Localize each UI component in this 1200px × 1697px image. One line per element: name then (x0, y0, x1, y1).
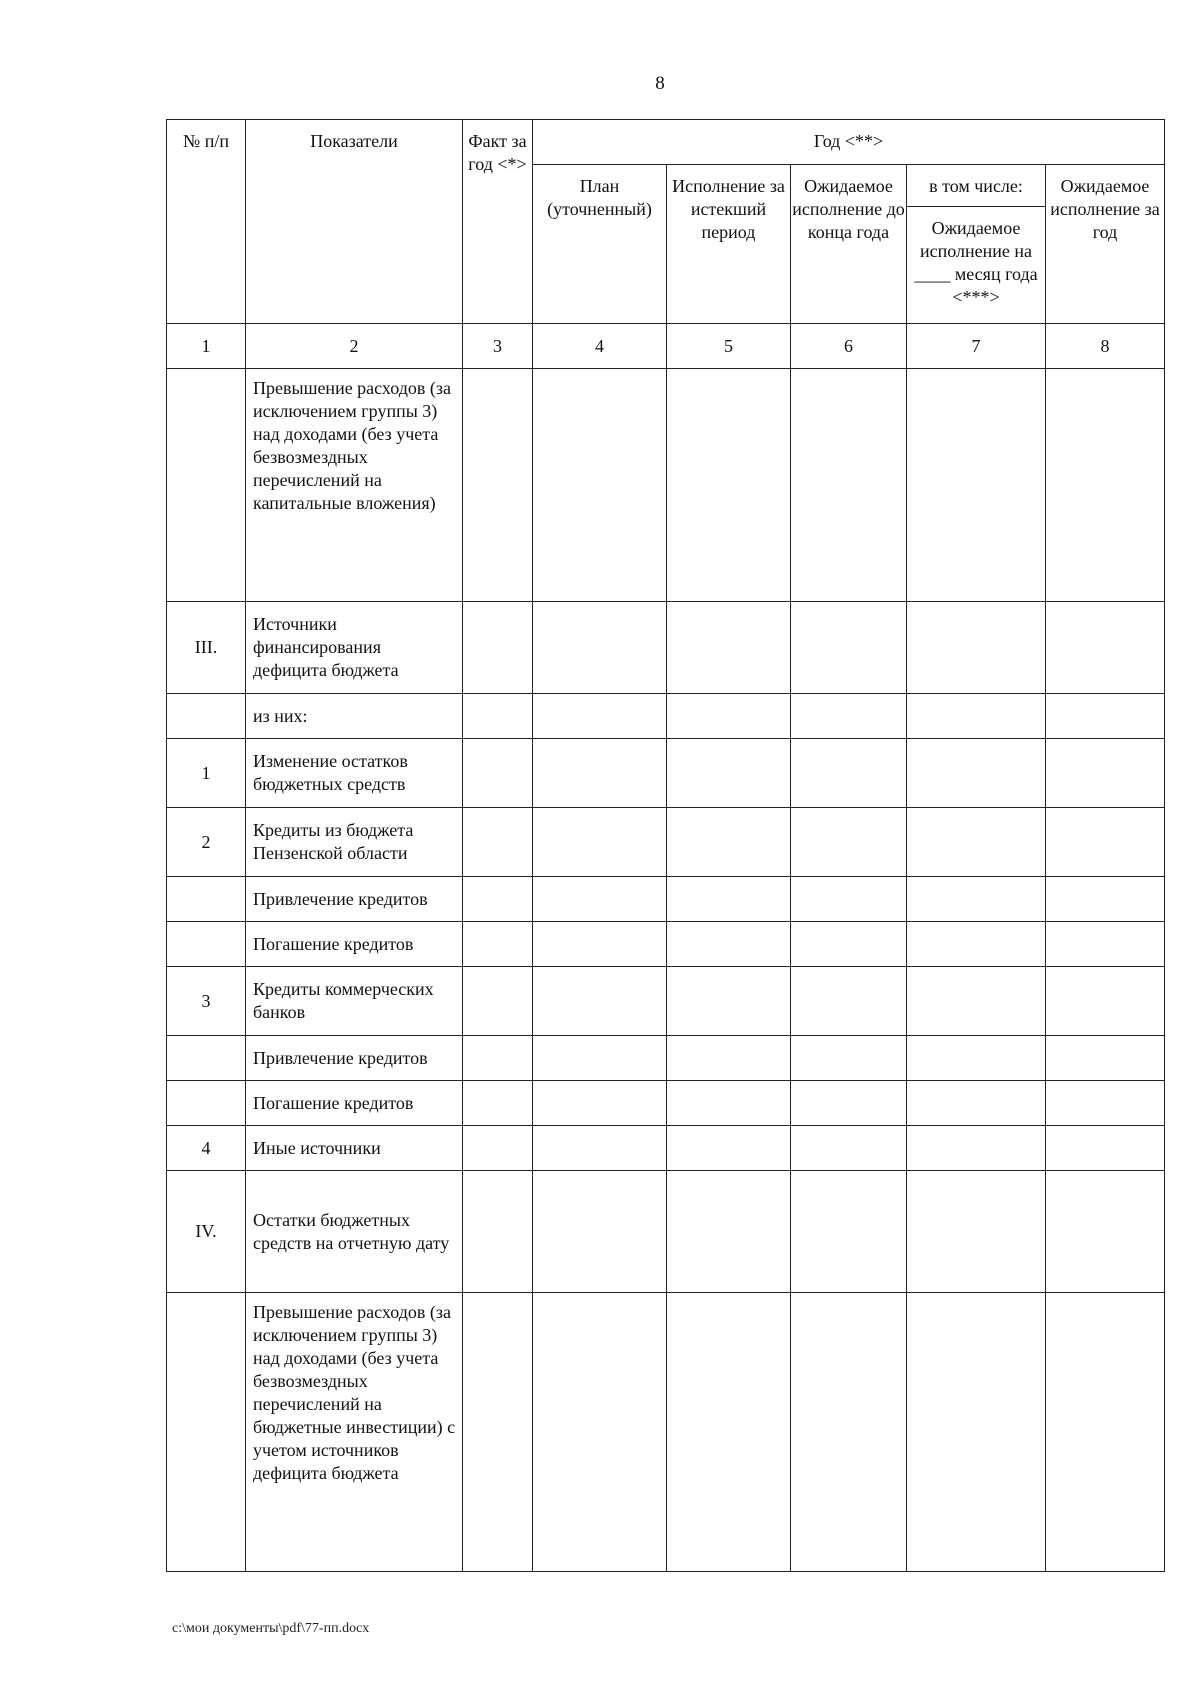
row-label: Остатки бюджетных средств на отчетную дату (246, 1171, 463, 1293)
expected-month-cell (907, 1126, 1046, 1171)
expected-year-cell (1046, 1126, 1165, 1171)
expected-year-cell (1046, 1081, 1165, 1126)
column-numbers-row (167, 324, 1165, 369)
row-number (167, 369, 246, 602)
execution-cell (667, 602, 791, 694)
page-number: 8 (655, 73, 665, 94)
expected-year-cell (1046, 877, 1165, 922)
fact-cell (463, 694, 533, 739)
expected-year-cell (1046, 1036, 1165, 1081)
table-row (167, 1171, 1165, 1293)
column-number: 3 (463, 324, 533, 369)
column-number: 1 (167, 324, 246, 369)
plan-cell (533, 694, 667, 739)
execution-cell (667, 877, 791, 922)
expected-end-cell (791, 1036, 907, 1081)
plan-cell (533, 739, 667, 808)
table-row (167, 877, 1165, 922)
report-table (166, 119, 1165, 1572)
row-number: 1 (167, 739, 246, 808)
expected-month-cell (907, 808, 1046, 877)
row-number: IV. (167, 1171, 246, 1293)
fact-cell (463, 1081, 533, 1126)
expected-end-cell (791, 1081, 907, 1126)
expected-end-cell (791, 1126, 907, 1171)
expected-month-cell (907, 877, 1046, 922)
fact-cell (463, 1171, 533, 1293)
fact-cell (463, 1293, 533, 1572)
expected-end-cell (791, 1171, 907, 1293)
row-label: Изменение остатков бюджетных средств (246, 739, 463, 808)
fact-cell (463, 369, 533, 602)
expected-end-cell (791, 1293, 907, 1572)
fact-cell (463, 877, 533, 922)
column-number: 2 (246, 324, 463, 369)
expected-year-cell (1046, 1293, 1165, 1572)
plan-cell (533, 369, 667, 602)
expected-month-cell (907, 369, 1046, 602)
row-label: Источники финансирования дефицита бюджета (246, 602, 463, 694)
plan-cell (533, 1293, 667, 1572)
expected-month-cell (907, 967, 1046, 1036)
table-row (167, 1126, 1165, 1171)
column-number: 4 (533, 324, 667, 369)
column-number: 5 (667, 324, 791, 369)
execution-cell (667, 369, 791, 602)
fact-cell (463, 1126, 533, 1171)
expected-month-cell (907, 1081, 1046, 1126)
row-label: Кредиты коммерческих банков (246, 967, 463, 1036)
row-label: Погашение кредитов (246, 922, 463, 967)
header-including: в том числе: (907, 165, 1046, 207)
expected-month-cell (907, 1036, 1046, 1081)
header-plan: План (уточненный) (533, 165, 667, 324)
header-expected-year: Ожидаемое исполнение за год (1046, 165, 1165, 324)
table-row (167, 694, 1165, 739)
row-label: из них: (246, 694, 463, 739)
expected-year-cell (1046, 369, 1165, 602)
table-row (167, 967, 1165, 1036)
row-label: Иные источники (246, 1126, 463, 1171)
table-row (167, 1081, 1165, 1126)
expected-year-cell (1046, 967, 1165, 1036)
header-fact: Факт за год <*> (463, 120, 533, 324)
table-row (167, 369, 1165, 602)
expected-end-cell (791, 967, 907, 1036)
header-execution-past: Исполнение за истекший период (667, 165, 791, 324)
expected-month-cell (907, 1293, 1046, 1572)
row-number (167, 1036, 246, 1081)
header-year: Год <**> (533, 120, 1165, 165)
expected-year-cell (1046, 808, 1165, 877)
expected-end-cell (791, 369, 907, 602)
column-number: 6 (791, 324, 907, 369)
row-label: Превышение расходов (за исключением группы 3) над доходами (без учета безвозмездных перечислений на капитальные вложения) (246, 369, 463, 602)
column-number: 8 (1046, 324, 1165, 369)
fact-cell (463, 967, 533, 1036)
execution-cell (667, 1126, 791, 1171)
expected-end-cell (791, 694, 907, 739)
plan-cell (533, 602, 667, 694)
expected-end-cell (791, 877, 907, 922)
expected-year-cell (1046, 922, 1165, 967)
plan-cell (533, 1081, 667, 1126)
execution-cell (667, 1081, 791, 1126)
header-expected-end: Ожидаемое исполнение до конца года (791, 165, 907, 324)
expected-year-cell (1046, 694, 1165, 739)
execution-cell (667, 808, 791, 877)
plan-cell (533, 1036, 667, 1081)
execution-cell (667, 1171, 791, 1293)
row-number: 2 (167, 808, 246, 877)
plan-cell (533, 808, 667, 877)
execution-cell (667, 922, 791, 967)
row-label: Привлечение кредитов (246, 877, 463, 922)
row-number (167, 1081, 246, 1126)
execution-cell (667, 1036, 791, 1081)
execution-cell (667, 1293, 791, 1572)
row-label: Кредиты из бюджета Пензенской области (246, 808, 463, 877)
plan-cell (533, 922, 667, 967)
expected-month-cell (907, 739, 1046, 808)
execution-cell (667, 739, 791, 808)
table-row (167, 922, 1165, 967)
row-number (167, 1293, 246, 1572)
fact-cell (463, 922, 533, 967)
header-indicators: Показатели (246, 120, 463, 324)
expected-year-cell (1046, 602, 1165, 694)
table-row (167, 739, 1165, 808)
fact-cell (463, 739, 533, 808)
row-number (167, 694, 246, 739)
execution-cell (667, 694, 791, 739)
row-number: 4 (167, 1126, 246, 1171)
execution-cell (667, 967, 791, 1036)
row-number: 3 (167, 967, 246, 1036)
table-row (167, 808, 1165, 877)
expected-end-cell (791, 808, 907, 877)
expected-month-cell (907, 694, 1046, 739)
fact-cell (463, 602, 533, 694)
expected-end-cell (791, 739, 907, 808)
row-label: Погашение кредитов (246, 1081, 463, 1126)
row-label: Превышение расходов (за исключением группы 3) над доходами (без учета безвозмездных перечислений на бюджетные инвестиции) с учетом источников дефицита бюджета (246, 1293, 463, 1572)
footer-file-path: c:\мои документы\pdf\77-пп.docx (172, 1621, 370, 1636)
plan-cell (533, 967, 667, 1036)
row-label: Привлечение кредитов (246, 1036, 463, 1081)
header-row-1 (167, 120, 1165, 165)
table-row (167, 1293, 1165, 1572)
fact-cell (463, 808, 533, 877)
expected-month-cell (907, 1171, 1046, 1293)
expected-end-cell (791, 922, 907, 967)
expected-year-cell (1046, 739, 1165, 808)
plan-cell (533, 877, 667, 922)
expected-year-cell (1046, 1171, 1165, 1293)
plan-cell (533, 1126, 667, 1171)
expected-end-cell (791, 602, 907, 694)
expected-month-cell (907, 602, 1046, 694)
column-number: 7 (907, 324, 1046, 369)
header-num: № п/п (167, 120, 246, 324)
row-number: III. (167, 602, 246, 694)
row-number (167, 922, 246, 967)
plan-cell (533, 1171, 667, 1293)
table-row (167, 1036, 1165, 1081)
table-row (167, 602, 1165, 694)
fact-cell (463, 1036, 533, 1081)
header-expected-month: Ожидаемое исполнение на ____ месяц года <***> (907, 207, 1046, 324)
row-number (167, 877, 246, 922)
expected-month-cell (907, 922, 1046, 967)
